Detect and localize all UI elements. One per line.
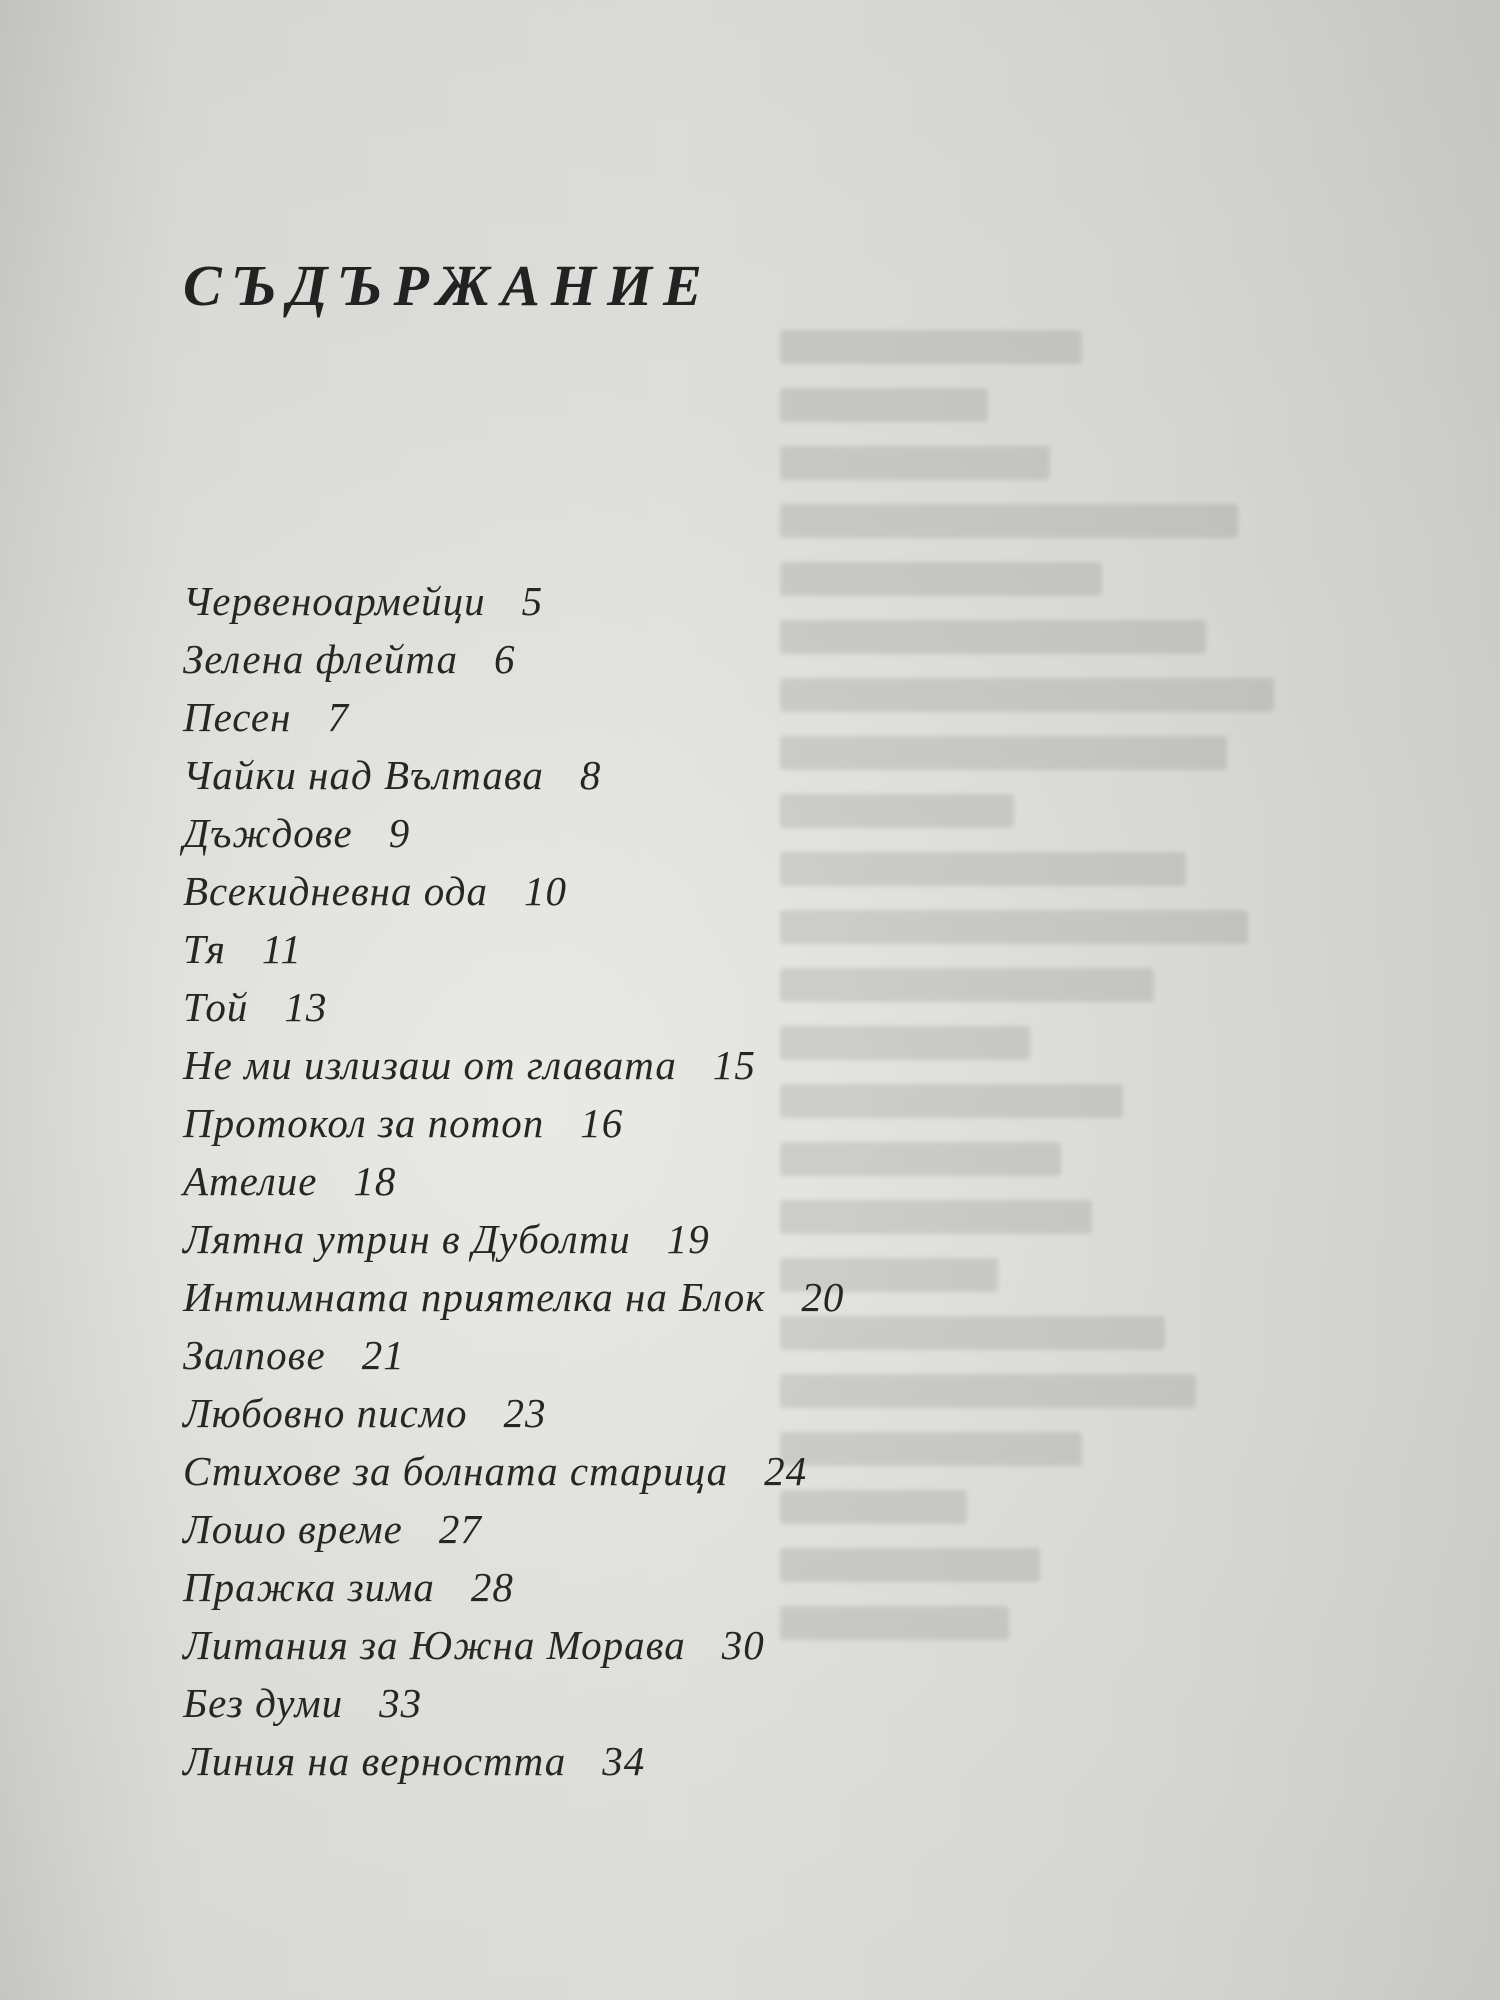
toc-entry-page: 18 bbox=[353, 1158, 397, 1204]
toc-entry bbox=[183, 804, 844, 862]
toc-entry bbox=[183, 1442, 844, 1500]
toc-entry bbox=[183, 1384, 844, 1442]
toc-entry-page: 21 bbox=[361, 1332, 405, 1378]
toc-entry bbox=[183, 1210, 844, 1268]
toc-entry-title: Залпове bbox=[183, 1332, 326, 1378]
toc-entry-title: Червеноармейци bbox=[183, 578, 486, 624]
toc-entry-page: 11 bbox=[261, 926, 302, 972]
toc-entry-title: Не ми излизаш от главата bbox=[183, 1042, 677, 1088]
toc-entry-title: Лошо време bbox=[183, 1506, 403, 1552]
toc-entry-title: Стихове за болната старица bbox=[183, 1448, 729, 1494]
toc-entry-page: 20 bbox=[801, 1274, 845, 1320]
toc-entry-page: 34 bbox=[602, 1738, 646, 1784]
toc-entry-title: Протокол за потоп bbox=[183, 1100, 545, 1146]
toc-entry-title: Лятна утрин в Дуболти bbox=[183, 1216, 631, 1262]
toc-entry bbox=[183, 1036, 844, 1094]
toc-entry-page: 27 bbox=[438, 1506, 482, 1552]
toc-entry-page: 16 bbox=[580, 1100, 624, 1146]
toc-entry bbox=[183, 1616, 844, 1674]
toc-entry-page: 5 bbox=[521, 578, 544, 624]
toc-entry bbox=[183, 1558, 844, 1616]
bleed-through-text bbox=[780, 330, 1300, 1780]
toc-entry-page: 13 bbox=[284, 984, 328, 1030]
toc-entry-title: Чайки над Вълтава bbox=[183, 752, 544, 798]
toc-entry-page: 23 bbox=[503, 1390, 547, 1436]
toc-entry-page: 9 bbox=[388, 810, 411, 856]
toc-entry bbox=[183, 920, 844, 978]
toc-entry-page: 7 bbox=[327, 694, 349, 740]
toc-entry-page: 24 bbox=[764, 1448, 808, 1494]
toc-entry bbox=[183, 1674, 844, 1732]
toc-entry-title: Той bbox=[183, 984, 249, 1030]
toc-entry-page: 10 bbox=[523, 868, 567, 914]
toc-entry bbox=[183, 1500, 844, 1558]
toc-entry bbox=[183, 1326, 844, 1384]
toc-entry-page: 19 bbox=[666, 1216, 710, 1262]
toc-entry-page: 30 bbox=[721, 1622, 765, 1668]
toc-entry-title: Интимната приятелка на Блок bbox=[183, 1274, 766, 1320]
toc-entry bbox=[183, 630, 844, 688]
toc-entry-page: 8 bbox=[579, 752, 602, 798]
toc-entry bbox=[183, 572, 844, 630]
toc-entry-page: 33 bbox=[379, 1680, 423, 1726]
toc-entry bbox=[183, 1094, 844, 1152]
toc-entry-page: 15 bbox=[712, 1042, 756, 1088]
toc-entry-title: Дъждове bbox=[183, 810, 353, 856]
toc-entry-page: 28 bbox=[470, 1564, 514, 1610]
toc-entry-title: Линия на верността bbox=[183, 1738, 567, 1784]
toc-entry-title: Литания за Южна Морава bbox=[183, 1622, 686, 1668]
toc-entry bbox=[183, 978, 844, 1036]
toc-entry bbox=[183, 746, 844, 804]
toc-entry-title: Песен bbox=[183, 694, 292, 740]
toc-entry-page: 6 bbox=[493, 636, 516, 682]
toc-entry bbox=[183, 1152, 844, 1210]
table-of-contents bbox=[183, 572, 844, 1790]
toc-entry-title: Тя bbox=[183, 926, 226, 972]
toc-entry-title: Без думи bbox=[183, 1680, 344, 1726]
toc-entry-title: Зелена флейта bbox=[183, 636, 458, 682]
toc-entry bbox=[183, 1268, 844, 1326]
toc-entry bbox=[183, 1732, 844, 1790]
toc-entry-title: Ателие bbox=[183, 1158, 318, 1204]
toc-entry-title: Любовно писмо bbox=[183, 1390, 468, 1436]
toc-entry bbox=[183, 862, 844, 920]
toc-entry-title: Всекидневна ода bbox=[183, 868, 488, 914]
toc-entry-title: Пражка зима bbox=[183, 1564, 435, 1610]
toc-entry bbox=[183, 688, 844, 746]
page-title: СЪДЪРЖАНИЕ bbox=[183, 253, 713, 318]
